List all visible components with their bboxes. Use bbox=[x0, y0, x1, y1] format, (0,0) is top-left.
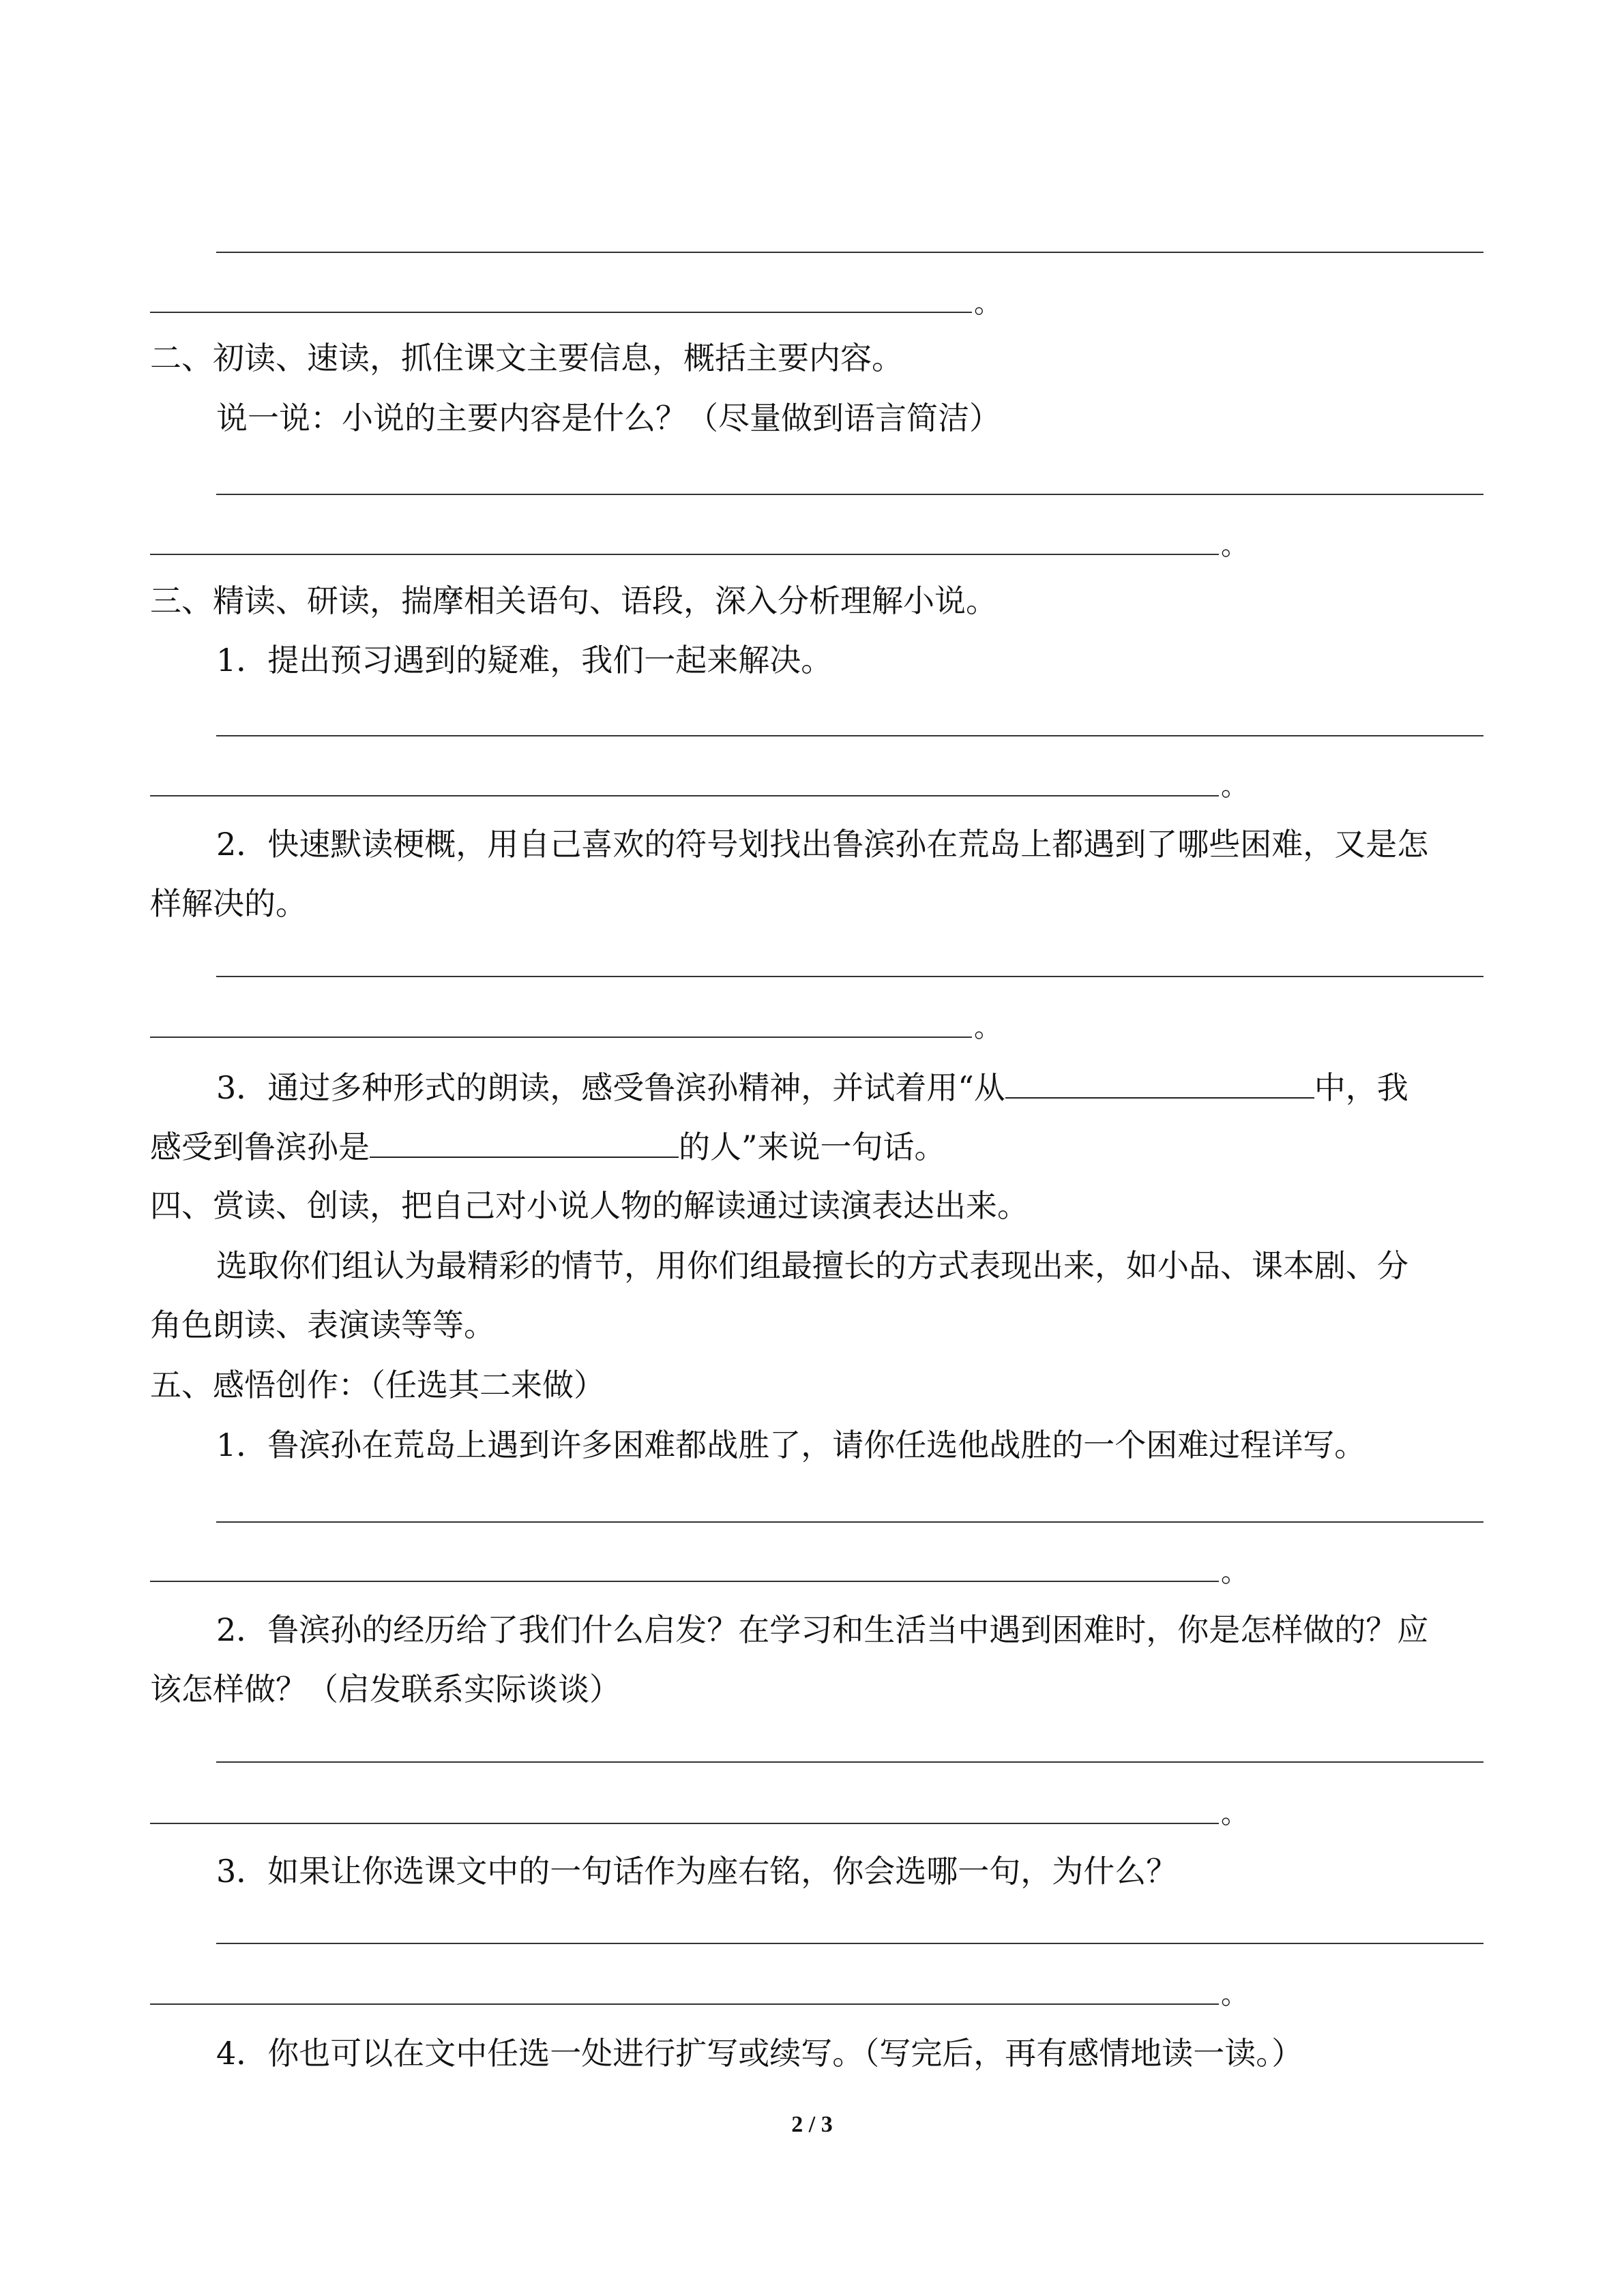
period-mark: 。 bbox=[1221, 1557, 1248, 1588]
period-mark: 。 bbox=[974, 288, 1001, 319]
section5-question-2-line1: 2．鲁滨孙的经历给了我们什么启发？在学习和生活当中遇到困难时，你是怎样做的？应 bbox=[216, 1611, 1429, 1648]
section5-heading: 五、感悟创作：（任选其二来做） bbox=[150, 1367, 605, 1403]
period-mark: 。 bbox=[1221, 1979, 1248, 2010]
section5-question-1: 1．鲁滨孙在荒岛上遇到许多困难都战胜了，请你任选他战胜的一个困难过程详写。 bbox=[216, 1427, 1366, 1463]
period-mark: 。 bbox=[1221, 530, 1248, 561]
section3-heading: 三、精读、研读，揣摩相关语句、语段，深入分析理解小说。 bbox=[150, 582, 997, 619]
answer-line bbox=[150, 2003, 1219, 2005]
question-text: 3．通过多种形式的朗读，感受鲁滨孙精神，并试着用“从 bbox=[216, 1069, 1005, 1106]
answer-line bbox=[150, 312, 972, 313]
page-number: 2 / 3 bbox=[791, 2112, 833, 2137]
section4-heading: 四、赏读、创读，把自己对小说人物的解读通过读演表达出来。 bbox=[150, 1187, 1029, 1224]
section3-question-2-line2: 样解决的。 bbox=[150, 885, 307, 922]
answer-line bbox=[216, 735, 1483, 736]
section2-heading: 二、初读、速读，抓住课文主要信息，概括主要内容。 bbox=[150, 340, 903, 376]
question-text: 感受到鲁滨孙是 bbox=[150, 1129, 370, 1165]
answer-line bbox=[216, 1521, 1483, 1523]
answer-line bbox=[216, 1761, 1483, 1763]
period-mark: 。 bbox=[974, 1012, 1001, 1043]
answer-line bbox=[216, 494, 1483, 495]
section5-question-4: 4．你也可以在文中任选一处进行扩写或续写。（写完后，再有感情地读一读。） bbox=[216, 2035, 1303, 2072]
fill-blank[interactable] bbox=[1005, 1067, 1314, 1099]
question-text: 中，我 bbox=[1314, 1069, 1408, 1106]
section5-question-2-line2: 该怎样做？（启发联系实际谈谈） bbox=[150, 1671, 621, 1708]
section4-text-line2: 角色朗读、表演读等等。 bbox=[150, 1307, 495, 1343]
section3-question-3-line2 bbox=[150, 1127, 946, 1166]
section3-question-3-line1 bbox=[216, 1067, 1408, 1107]
period-mark: 。 bbox=[1221, 1798, 1248, 1830]
answer-line bbox=[216, 1943, 1483, 1944]
section2-prompt: 说一说：小说的主要内容是什么？（尽量做到语言简洁） bbox=[216, 400, 1001, 436]
answer-line bbox=[150, 795, 1219, 796]
answer-line bbox=[150, 554, 1219, 555]
answer-line bbox=[150, 1037, 972, 1038]
answer-line bbox=[216, 976, 1483, 977]
section3-question-2-line1: 2．快速默读梗概，用自己喜欢的符号划找出鲁滨孙在荒岛上都遇到了哪些困难，又是怎 bbox=[216, 826, 1429, 863]
period-mark: 。 bbox=[1221, 771, 1248, 802]
answer-line bbox=[216, 252, 1483, 253]
answer-line bbox=[150, 1581, 1219, 1582]
question-text: 的人”来说一句话。 bbox=[679, 1129, 946, 1165]
answer-line bbox=[150, 1823, 1219, 1824]
section3-question-1: 1．提出预习遇到的疑难，我们一起来解决。 bbox=[216, 642, 833, 679]
section5-question-3: 3．如果让你选课文中的一句话作为座右铭，你会选哪一句，为什么？ bbox=[216, 1853, 1178, 1890]
fill-blank[interactable] bbox=[370, 1127, 679, 1158]
section4-text-line1: 选取你们组认为最精彩的情节，用你们组最擅长的方式表现出来，如小品、课本剧、分 bbox=[216, 1247, 1408, 1284]
